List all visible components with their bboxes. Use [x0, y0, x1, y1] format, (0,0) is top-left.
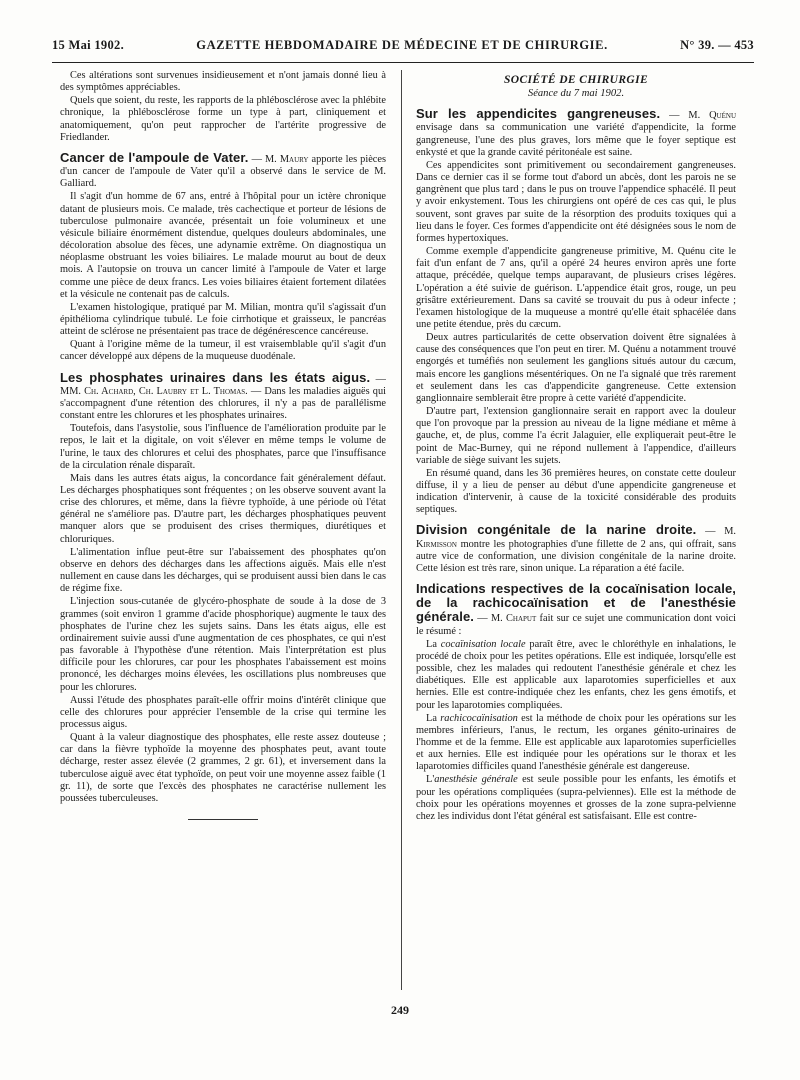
paragraph: Mais dans les autres états aigus, la concordance fait généralement défaut. Les décharges phosphatiques sont fréquentes ; on les observe souvent avant la crise des chlorures, et même, dans la fièvre typhoïde, à une période où l'état général ne s'améliore pas. D'autre part, les décharges phosphatiques peuvent manquer alors que se produisent des crises thermiques, diurétiques et chloruriques. — [60, 472, 386, 545]
paragraph: Deux autres particularités de cette observation doivent être signalées à cause des conséquences que l'on peut en tirer. M. Quénu a notamment trouvé engorgés et tuméfiés non seulement les ganglions situés autour du cæcum, mais encore les ganglions mésentériques. On ne l'a signalé que très rarement et seulement dans les cas d'appendicite gangreneuse. Cette extension ganglionnaire semblerait être propre à cette variété d'appendicite. — [416, 332, 736, 404]
header-rule — [52, 62, 754, 63]
right-column — [416, 70, 736, 1014]
author-names: MM. Ch. Achard, Ch. Laubry et L. Thomas. — [60, 385, 248, 397]
author-name: M. Quénu — [688, 110, 736, 122]
section-title: Division congénitale de la narine droite. — [416, 522, 697, 538]
dash: — — [250, 385, 262, 397]
column-rule — [401, 70, 402, 990]
paragraph: Aussi l'étude des phosphates paraît-elle offrir moins d'intérêt clinique que celle des chlorures pour apprécier l'ensemble de la crise qui termine les processus aigus. — [60, 694, 386, 730]
author-name: M. Maury — [264, 153, 309, 165]
paragraph: Toutefois, dans l'asystolie, sous l'influence de l'amélioration produite par le repos, le lait et la digitale, on voit s'élever en même temps le volume de l'urine, le taux des chlorures et celui des phosphates, parce que l'insuffisance de la circulation rénale disparaît. — [60, 423, 386, 471]
paragraph: Comme exemple d'appendicite gangreneuse primitive, M. Quénu cite le fait d'un enfant de 7 ans, qu'il a opéré 24 heures environ après une forte attaque, précédée, quelque temps auparavant, de plusieurs crises légères. L'opération a été suivie de guérison. L'appendice était gros, rouge, un peu grisâtre extérieurement. Dans sa cavité se trouvait du pus à odeur infecte ; l'examen histologique de la muqueuse a montré qu'elle était sphacélée dans une petite étendue, près du cæcum. — [416, 246, 736, 330]
section-title: Cancer de l'ampoule de Vater. — [60, 149, 249, 165]
section-title: Les phosphates urinaires dans les états aigus. — [60, 369, 371, 385]
section-phosphates — [60, 369, 386, 423]
dash: — — [477, 613, 488, 625]
paragraph-text: paraît être, avec le chloréthyle en inhalations, le procédé de choix pour les petites opérations. Elle est indiquée, lorsqu'elle est possible, chez les malades qui redoutent l'anesthésie générale et chez les diabétiques. Elle est applicable aux laparotomies superficielles et aux hernies. Elle est contre-indiquée chez les enfants, chez les gens émotifs, et pour les laparotomies compliquées. — [416, 638, 736, 711]
header-issue: N° 39. — 453 — [680, 38, 754, 52]
paragraph: Quant à l'origine même de la tumeur, il est vraisemblable qu'il s'agit d'un cancer développé aux dépens de la muqueuse duodénale. — [60, 339, 386, 363]
section-cocainisation — [416, 583, 736, 638]
paragraph: Ces appendicites sont primitivement ou secondairement gangreneuses. Dans ce dernier cas il se forme tout d'abord un abcès, dont les parois ne se gangrènent que plus tard ; dans le pus on trouve l'appendice sphacélé. Il peut y avoir enkystement. Tous les chirurgiens ont opéré de ces cas qui, le plus souvent, sont graves par suite de la résorption des produits toxiques qui a lieu dans le foyer. Ces formes d'appendicite ont été désignées sous le nom de formes hypertoxiques. — [416, 159, 736, 244]
section-vater — [60, 149, 386, 190]
paragraph: L'examen histologique, pratiqué par M. Milian, montra qu'il s'agissait d'un épithélioma cylindrique tubulé. Le foie cirrhotique et graisseux, le pancréas atteint de sclérose ne présentaient pas trace de dégénérescence cancéreuse. — [60, 301, 386, 338]
lead-text: Dans les maladies aiguës qui s'accompagnent d'une rétention des chlorures, il n'y a pas de parallélisme constant entre les chlorures et les phosphates urinaires. — [60, 385, 386, 422]
article-l: L' — [426, 774, 435, 786]
lead-text: montre les photographies d'une fillette de 2 ans, qui offrait, sans autre vice de conformation, une division congénitale de la narine droite. Cette lésion est très rare, sinon unique. La réparation a été facile. — [416, 538, 736, 574]
section-appendicites — [416, 108, 736, 159]
paragraph: Il s'agit d'un homme de 67 ans, entré à l'hôpital pour un ictère chronique datant de plusieurs mois. Ce malade, très cachectique et porteur de lésions de tuberculose pulmonaire avancée, présentait un foie volumineux et une vésicule biliaire énormément distendue, quelques douleurs abdominales, une décoloration absolue des fèces, une adynamie extrême. On diagnostiqua un néoplasme obstruant les voies biliaires. Le malade mourut au bout de deux mois. A l'autopsie on trouva un cancer limité à l'ampoule de Vater et large comme une pièce de deux francs. Les voies biliaires étaient fortement dilatées et la vésicule ne contenait pas de calculs. — [60, 191, 386, 300]
lead-text: fait sur ce sujet une communication dont voici le résumé : — [416, 613, 736, 637]
left-column — [60, 70, 386, 1014]
emphasis: rachicocaïnisation — [440, 712, 518, 724]
paragraph: L'alimentation influe peut-être sur l'abaissement des phosphates qu'on observe en dehors des décharges dans les affections aiguës. Mais elle n'est nullement en cause dans les décharges, qui se produisent aussi bien dans le cas de régime fixe. — [60, 546, 386, 595]
emphasis: anesthésie générale — [434, 774, 518, 786]
paragraph — [416, 713, 736, 774]
section-narine — [416, 524, 736, 575]
dash: — — [375, 373, 386, 385]
end-rule — [188, 819, 258, 820]
header-date: 15 Mai 1902. — [52, 38, 124, 52]
article-la: La — [426, 638, 437, 650]
article-la: La — [426, 712, 437, 724]
lead-text: envisage dans sa communication une variété d'appendicite, la forme gangreneuse, l'une des plus graves, lors même que le foyer septique est enkysté et que la grande cavité péritonéale est saine. — [416, 122, 736, 158]
paragraph: En résumé quand, dans les 36 premières heures, on constate cette douleur diffuse, il y a lieu de penser au début d'une appendicite gangreneuse et indication d'intervenir, à cause de la toxicité considérable des produits septiques. — [416, 467, 736, 516]
paragraph — [416, 774, 736, 823]
society-heading: SOCIÉTÉ DE CHIRURGIE — [503, 74, 649, 86]
paragraph: L'injection sous-cutanée de glycéro-phosphate de soude à la dose de 3 grammes (soit environ 1 gramme d'acide phosphorique) augmente le taux des phosphates de l'urine chez les sujets sains. Dans les états aigus, elle est ordinairement suivie aussi d'une augmentation de ces phosphates, ce qui n'est pas favorable à l'hypothèse d'une rétention. Mais l'interprétation est plus difficile pour les chlorures, car pour les phosphates l'abaissement est moins prononcé, les décharges moins élevées, les oscillations plus nombreuses que pour les chlorures. — [60, 596, 386, 693]
dash: — — [251, 153, 262, 165]
header-journal-title: GAZETTE HEBDOMADAIRE DE MÉDECINE ET DE CHIRURGIE. — [196, 38, 608, 52]
dash: — — [705, 526, 716, 538]
lead-text: apporte les pièces d'un cancer de l'ampoule de Vater qu'il a observé dans le service de M. Galliard. — [60, 153, 386, 190]
paragraph-text: est seule possible pour les enfants, les émotifs et pour les opérations compliquées (supra-pelviennes). Elle est la méthode de choix pour les opérations moyennes et grosses de la zone supra-pelvienne chez les individus dont l'état général est satisfaisant. Elle est contre- — [416, 774, 736, 822]
emphasis: cocaïnisation locale — [440, 638, 526, 650]
seance-date: Séance du 7 mai 1902. — [527, 88, 625, 100]
page-number: 249 — [391, 1003, 409, 1017]
running-header — [52, 38, 754, 62]
paragraph: Ces altérations sont survenues insidieusement et n'ont jamais donné lieu à des symptômes appréciables. — [60, 70, 386, 94]
paragraph — [416, 639, 736, 712]
paragraph: Quant à la valeur diagnostique des phosphates, elle reste assez douteuse ; car dans la fièvre typhoïde la moyenne des phosphates peut, avant toute décharge, rester assez élevée (2 grammes, 2 gr. 61), et inversement dans la tuberculose aiguë avec état typhoïde, on peut voir une moyenne assez faible (1 gr. 11), de sorte que l'excès des phosphates ne caractérise nullement les poussées tuberculeuses. — [60, 732, 386, 804]
section-title: Indications respectives de la cocaïnisation locale, de la rachicocaïnisation et de l'anesthésie générale. — [416, 581, 736, 625]
dash: — — [669, 110, 680, 122]
author-name: M. Kirmisson — [416, 526, 736, 550]
paragraph: Quels que soient, du reste, les rapports de la phlébosclérose avec la phlébite chronique, la phlébosclérose forme un type à part, cliniquement et anatomiquement, qu'on peut rapprocher de l'artérite progressive de Friedlander. — [60, 95, 386, 143]
paragraph-text: est la méthode de choix pour les opérations sur les membres inférieurs, l'anus, le rectum, les organes génito-urinaires de l'homme et de la femme. Elle est applicable aux laparotomies superficielles et aux hernies. Elle est indiquée pour les opérations sur le thorax et les laparotomies difficiles quand l'anesthésie générale est dangereuse. — [416, 712, 736, 773]
paragraph: D'autre part, l'extension ganglionnaire serait en rapport avec la douleur que l'on provoque par la pression au niveau de la ligne médiane et même à gauche, et, de plus, comme l'a écrit Jalaguier, elle expliquerait peut-être le point de Mac-Burney, qui ne répond nullement à l'appendice, d'ailleurs variable de siège suivant les sujets. — [416, 406, 736, 466]
author-name: M. Chaput — [490, 613, 537, 625]
section-title: Sur les appendicites gangreneuses. — [416, 106, 661, 122]
